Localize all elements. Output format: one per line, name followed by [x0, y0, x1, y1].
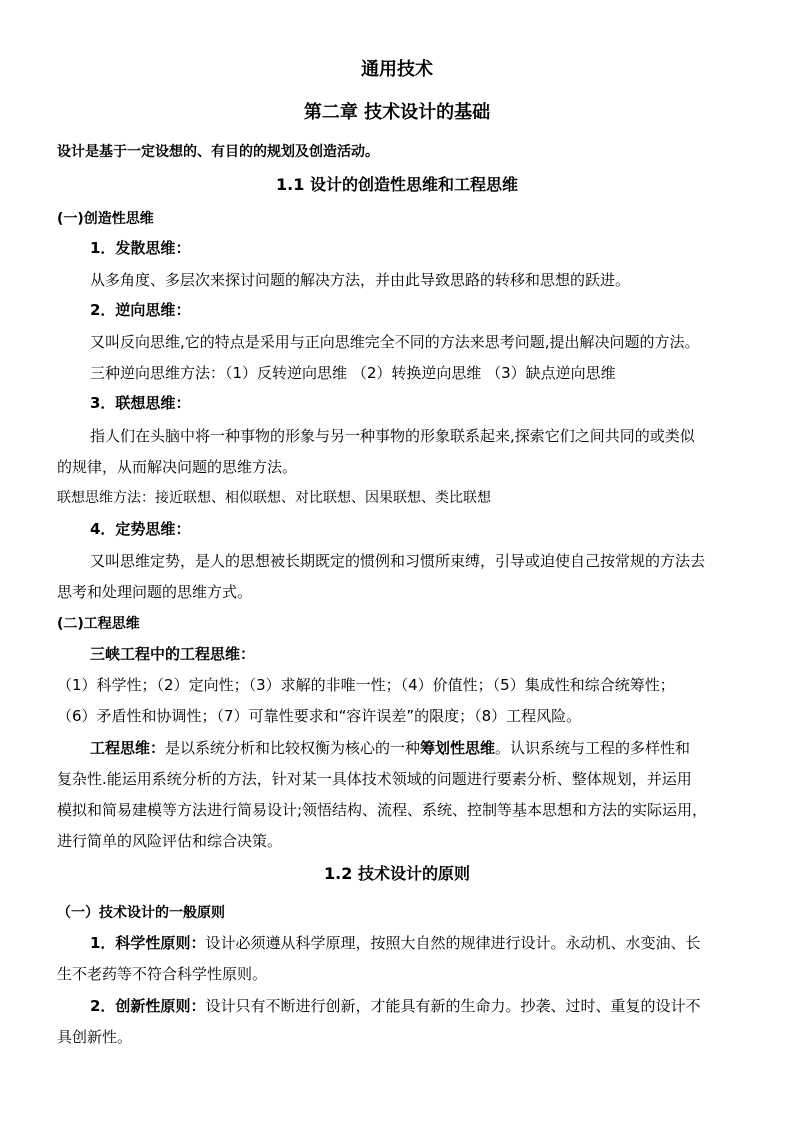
principle-innovative-label: 2．创新性原则： [90, 997, 206, 1015]
part-general-principles-heading: （一）技术设计的一般原则 [57, 905, 225, 921]
sanxia-label: 三峡工程中的工程思维： [90, 645, 256, 663]
sanxia-line-2: （6）矛盾性和协调性；（7）可靠性要求和“容许误差”的限度；（8）工程风险。 [57, 707, 582, 725]
section-1-2-title: 1.2 技术设计的原则 [324, 864, 470, 883]
document-title: 通用技术 [361, 59, 433, 80]
principle-scientific-line-1 [90, 933, 700, 953]
item-fixed-text-2: 思考和处理问题的思维方式。 [57, 583, 253, 601]
section-1-1-title: 1.1 设计的创造性思维和工程思维 [276, 175, 518, 194]
principle-scientific-label: 1．科学性原则： [90, 934, 206, 952]
item-association-text-2: 的规律，从而解决问题的思维方法。 [57, 458, 298, 476]
item-fixed-label: 4．定势思维： [90, 520, 191, 538]
item-divergent-label: 1．发散思维： [90, 239, 191, 257]
part-engineering-thinking-heading: (二)工程思维 [57, 616, 140, 632]
intro-text: 设计是基于一定设想的、有目的的规划及创造活动。 [57, 144, 379, 160]
principle-innovative-text-1: 设计只有不断进行创新，才能具有新的生命力。抄袭、过时、重复的设计不 [205, 997, 701, 1015]
engineering-thinking-line-1 [90, 738, 690, 758]
principle-innovative-line-1 [90, 996, 700, 1016]
sanxia-line-1: （1）科学性；（2）定向性；（3）求解的非唯一性；（4）价值性；（5）集成性和综合统筹性； [57, 676, 675, 694]
engineering-thinking-line-4: 进行简单的风险评估和综合决策。 [57, 832, 283, 850]
chapter-title: 第二章 技术设计的基础 [303, 102, 491, 123]
principle-scientific-text-1: 设计必须遵从科学原理，按照大自然的规律进行设计。永动机、水变油、长 [205, 934, 701, 952]
principle-scientific-text-2: 生不老药等不符合科学性原则。 [57, 965, 268, 983]
item-association-text-1: 指人们在头脑中将一种事物的形象与另一种事物的形象联系起来,探索它们之间共同的或类似 [90, 427, 695, 445]
engineering-thinking-emphasis: 筹划性思维 [420, 739, 496, 757]
item-association-label: 3．联想思维： [90, 394, 191, 412]
engineering-thinking-text-a: 是以系统分析和比较权衡为核心的一种 [165, 739, 421, 757]
engineering-thinking-label: 工程思维： [90, 739, 166, 757]
item-divergent-text: 从多角度、多层次来探讨问题的解决方法，并由此导致思路的转移和思想的跃进。 [90, 271, 631, 289]
engineering-thinking-text-c: 。认识系统与工程的多样性和 [495, 739, 691, 757]
item-reverse-methods: 三种逆向思维方法：（1）反转逆向思维 （2）转换逆向思维 （3）缺点逆向思维 [90, 364, 616, 382]
engineering-thinking-line-2: 复杂性.能运用系统分析的方法，针对某一具体技术领域的问题进行要素分析、整体规划，并运用 [57, 770, 692, 788]
item-fixed-text-1: 又叫思维定势，是人的思想被长期既定的惯例和习惯所束缚，引导或迫使自己按常规的方法去 [90, 552, 706, 570]
item-reverse-text: 又叫反向思维,它的特点是采用与正向思维完全不同的方法来思考问题,提出解决问题的方法。 [90, 333, 700, 351]
principle-innovative-text-2: 具创新性。 [57, 1028, 133, 1046]
engineering-thinking-line-3: 模拟和简易建模等方法进行简易设计;领悟结构、流程、系统、控制等基本思想和方法的实际运用， [57, 801, 708, 819]
part-creative-thinking-heading: (一)创造性思维 [57, 211, 154, 227]
item-association-methods: 联想思维方法：接近联想、相似联想、对比联想、因果联想、类比联想 [57, 490, 491, 506]
item-reverse-label: 2．逆向思维： [90, 301, 191, 319]
